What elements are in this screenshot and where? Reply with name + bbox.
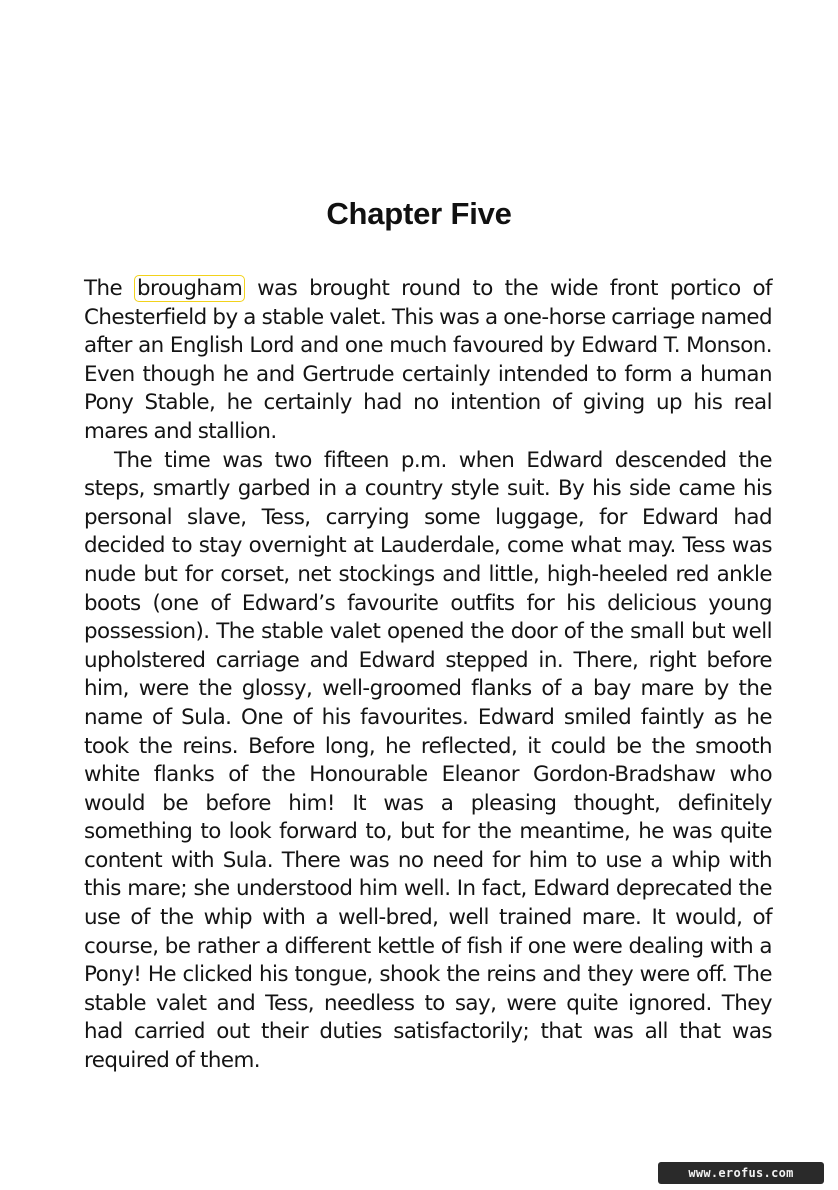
chapter-body [84, 275, 772, 1076]
watermark-text: www.erofus.com [688, 1166, 794, 1180]
highlighted-word[interactable]: brougham [134, 275, 245, 302]
paragraph-2: The time was two fifteen p.m. when Edward descended the steps, smartly garbed in a country style suit. By his side came his personal slave, Tess, carrying some luggage, for Edward had decided to stay overnight at Lauderdale, come what may. Tess was nude but for corset, net stockings and little, high-heeled red ankle boots (one of Edward’s favourite outfits for his delicious young possession). The stable valet opened the door of the small but well upholstered carriage and Edward stepped in. There, right before him, were the glossy, well-groomed flanks of a bay mare by the name of Sula. One of his favourites. Edward smiled faintly as he took the reins. Before long, he reflected, it could be the smooth white flanks of the Honourable Eleanor Gordon-Bradshaw who would be before him! It was a pleasing thought, definitely something to look forward to, but for the meantime, he was quite content with Sula. There was no need for him to use a whip with this mare; she understood him well. In fact, Edward deprecated the use of the whip with a well-bred, well trained mare. It would, of course, be rather a different kettle of fish if one were dealing with a Pony! He clicked his tongue, shook the reins and they were off. The stable valet and Tess, needless to say, were quite ignored. They had carried out their duties satisfactorily; that was all that was required of them. [84, 447, 772, 1074]
chapter-title: Chapter Five [326, 196, 512, 231]
paragraph-1 [84, 275, 772, 447]
paragraph-1-rest: was brought round to the wide front portico of Chesterfield by a stable valet. This was a one-horse carriage named after an English Lord and one much favoured by Edward T. Monson. Even though he and Gertrude certainly intended to form a human Pony Stable, he certainly had no intention of giving up his real mares and stallion. [84, 276, 772, 444]
watermark-badge [658, 1162, 824, 1184]
paragraph-1-start: The [84, 276, 123, 301]
